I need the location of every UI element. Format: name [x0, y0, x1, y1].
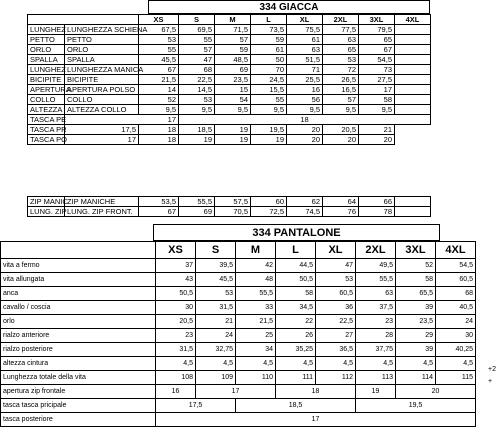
giacca-cell: 21 — [359, 125, 395, 135]
giacca-row-code: COLLO — [28, 95, 65, 105]
pantalone-cell: 55,5 — [236, 287, 276, 301]
pantalone-cell: 4,5 — [156, 357, 196, 371]
zip-row-code: ZIP MANIC — [28, 197, 65, 207]
giacca-cell: 26,5 — [323, 75, 359, 85]
pantalone-cell: 36 — [316, 301, 356, 315]
giacca-cell: 79,5 — [359, 25, 395, 35]
giacca-size-header: 2XL — [323, 15, 359, 25]
giacca-cell: 23,5 — [215, 75, 251, 85]
pantalone-cell: 49,5 — [356, 259, 396, 273]
giacca-row-code: BICIPITE — [28, 75, 65, 85]
pantalone-cell: 4,5 — [236, 357, 276, 371]
giacca-cell: 53 — [139, 35, 179, 45]
giacca-row-label: BICIPITE — [65, 75, 139, 85]
zip-cell: 74,5 — [287, 207, 323, 217]
pantalone-title: 334 PANTALONE — [153, 224, 440, 241]
pantalone-cell: 24 — [436, 315, 476, 329]
giacca-row — [28, 105, 431, 115]
pantalone-cell: 23 — [156, 329, 196, 343]
pantalone-cell: 21,5 — [236, 315, 276, 329]
pantalone-cell: 109 — [196, 371, 236, 385]
pantalone-cell: 4,5 — [356, 357, 396, 371]
pantalone-cell: 50,5 — [276, 273, 316, 287]
pantalone-cell: 53 — [196, 287, 236, 301]
giacca-cell: 73 — [359, 65, 395, 75]
giacca-cell: 72 — [323, 65, 359, 75]
giacca-cell — [395, 85, 431, 95]
giacca-title: 334 GIACCA — [148, 0, 430, 14]
giacca-row — [28, 55, 431, 65]
giacca-header-row — [28, 15, 431, 25]
zip-cell: 69 — [179, 207, 215, 217]
pantalone-row-label: cavallo / coscia — [1, 301, 156, 315]
giacca-cell: 54,5 — [359, 55, 395, 65]
pantalone-row-label: anca — [1, 287, 156, 301]
giacca-cell: 77,5 — [323, 25, 359, 35]
giacca-cell: 22,5 — [179, 75, 215, 85]
giacca-cell: 73,5 — [251, 25, 287, 35]
side-mark-1: +2 — [488, 366, 496, 373]
giacca-cell: 55 — [179, 35, 215, 45]
pantalone-cell: 43 — [156, 273, 196, 287]
giacca-cell: 24,5 — [251, 75, 287, 85]
pantalone-cell: 22 — [276, 315, 316, 329]
giacca-cell: 18 — [139, 125, 179, 135]
giacca-row-code: LUNGHEZ — [28, 25, 65, 35]
pantalone-cell: 21 — [196, 315, 236, 329]
giacca-cell: 17,5 — [65, 125, 139, 135]
pantalone-size-header: M — [236, 242, 276, 259]
pantalone-row-label: altezza cintura — [1, 357, 156, 371]
pantalone-cell: 4,5 — [316, 357, 356, 371]
giacca-cell: 65 — [323, 45, 359, 55]
pantalone-row-label: Lunghezza totale della vita — [1, 371, 156, 385]
zip-cell: 55,5 — [179, 197, 215, 207]
pantalone-cell: 25 — [236, 329, 276, 343]
giacca-cell — [395, 65, 431, 75]
pantalone-cell: 68 — [436, 287, 476, 301]
pantalone-row — [1, 357, 476, 371]
pantalone-row — [1, 371, 476, 385]
giacca-cell: 53 — [323, 55, 359, 65]
pantalone-tasca-posteriore-row — [1, 413, 476, 427]
zip-row-label: LUNG. ZIP FRONT. — [65, 207, 139, 217]
pantalone-cell: 65,5 — [396, 287, 436, 301]
giacca-row — [28, 45, 431, 55]
giacca-cell: 57 — [215, 35, 251, 45]
giacca-cell — [395, 95, 431, 105]
zip-cell: 60 — [251, 197, 287, 207]
pantalone-row-label: apertura zip frontale — [1, 385, 156, 399]
pantalone-cell: 110 — [236, 371, 276, 385]
giacca-cell: 50 — [251, 55, 287, 65]
pantalone-cell: 39 — [396, 343, 436, 357]
zip-cell: 78 — [359, 207, 395, 217]
pantalone-cell: 4,5 — [196, 357, 236, 371]
pantalone-cell: 60,5 — [316, 287, 356, 301]
pantalone-cell: 33 — [236, 301, 276, 315]
giacca-cell — [395, 55, 431, 65]
giacca-cell: 59 — [251, 35, 287, 45]
zip-cell: 70,5 — [215, 207, 251, 217]
pantalone-tasca-posteriore-value: 17 — [156, 413, 476, 427]
giacca-cell: 65 — [359, 35, 395, 45]
pantalone-row-label: orlo — [1, 315, 156, 329]
pantalone-cell: 60,5 — [436, 273, 476, 287]
pantalone-cell: 23 — [356, 315, 396, 329]
pantalone-size-header: 3XL — [396, 242, 436, 259]
pantalone-zip-group: 19 — [356, 385, 396, 399]
giacca-cell: 15,5 — [251, 85, 287, 95]
pantalone-cell: 26 — [276, 329, 316, 343]
giacca-cell: 9,5 — [139, 105, 179, 115]
giacca-row — [28, 25, 431, 35]
giacca-tasca-pe-row — [28, 115, 431, 125]
giacca-cell: 69 — [215, 65, 251, 75]
giacca-row-code: APERTURA — [28, 85, 65, 95]
pantalone-cell: 36,5 — [316, 343, 356, 357]
pantalone-row-label: tasca posteriore — [1, 413, 156, 427]
giacca-cell: 75,5 — [287, 25, 323, 35]
giacca-cell: 27,5 — [359, 75, 395, 85]
giacca-cell: 67,5 — [139, 25, 179, 35]
giacca-cell: 48,5 — [215, 55, 251, 65]
giacca-cell: 21,5 — [139, 75, 179, 85]
zip-cell: 57,5 — [215, 197, 251, 207]
giacca-cell: 70 — [251, 65, 287, 75]
giacca-row-label: SPALLA — [65, 55, 139, 65]
pantalone-tasca-group: 17,5 — [156, 399, 236, 413]
pantalone-tasca-group: 18,5 — [236, 399, 356, 413]
pantalone-cell: 58 — [276, 287, 316, 301]
giacca-tasca-pe-value-2: 18 — [179, 115, 431, 125]
pantalone-cell: 54,5 — [436, 259, 476, 273]
pantalone-header-blank — [1, 242, 156, 259]
giacca-cell: 58 — [359, 95, 395, 105]
giacca-row — [28, 85, 431, 95]
pantalone-cell: 27 — [316, 329, 356, 343]
giacca-row-label: ALTEZZA COLLO — [65, 105, 139, 115]
zip-cell: 62 — [287, 197, 323, 207]
zip-cell-empty — [395, 207, 431, 217]
zip-row — [28, 197, 431, 207]
pantalone-row — [1, 273, 476, 287]
pantalone-cell: 47 — [316, 259, 356, 273]
giacca-row — [28, 95, 431, 105]
zip-cell: 67 — [139, 207, 179, 217]
pantalone-cell: 23,5 — [396, 315, 436, 329]
pantalone-cell: 114 — [396, 371, 436, 385]
pantalone-zip-row — [1, 385, 476, 399]
giacca-row-code: TASCA PE — [28, 115, 65, 125]
pantalone-size-header: 2XL — [356, 242, 396, 259]
pantalone-cell: 48 — [236, 273, 276, 287]
pantalone-cell: 112 — [316, 371, 356, 385]
pantalone-cell: 37,75 — [356, 343, 396, 357]
giacca-cell — [395, 35, 431, 45]
giacca-cell: 63 — [287, 45, 323, 55]
giacca-cell: 53 — [179, 95, 215, 105]
giacca-cell: 20 — [287, 125, 323, 135]
giacca-row-code: TASCA PO — [28, 135, 65, 145]
pantalone-cell: 40,25 — [436, 343, 476, 357]
giacca-row-code: ALTEZZA — [28, 105, 65, 115]
giacca-cell: 9,5 — [215, 105, 251, 115]
giacca-cell: 14,5 — [179, 85, 215, 95]
pantalone-cell: 34,5 — [276, 301, 316, 315]
pantalone-size-header: XL — [316, 242, 356, 259]
pantalone-cell: 111 — [276, 371, 316, 385]
pantalone-tasca-principale-row — [1, 399, 476, 413]
pantalone-zip-group: 20 — [396, 385, 476, 399]
giacca-row-code: SPALLA — [28, 55, 65, 65]
giacca-size-header: XL — [287, 15, 323, 25]
giacca-cell: 18,5 — [179, 125, 215, 135]
pantalone-cell: 29 — [396, 329, 436, 343]
pantalone-cell: 39,5 — [196, 259, 236, 273]
pantalone-size-header: S — [196, 242, 236, 259]
pantalone-cell: 37,5 — [356, 301, 396, 315]
giacca-cell: 67 — [139, 65, 179, 75]
giacca-size-header: M — [215, 15, 251, 25]
giacca-tasca-row — [28, 125, 431, 135]
giacca-cell: 71 — [287, 65, 323, 75]
pantalone-row-label: tasca tasca pricipale — [1, 399, 156, 413]
pantalone-row — [1, 315, 476, 329]
pantalone-cell: 34 — [236, 343, 276, 357]
giacca-row-code: TASCA PR — [28, 125, 65, 135]
pantalone-cell: 53 — [316, 273, 356, 287]
zip-cell: 64 — [323, 197, 359, 207]
giacca-cell: 67 — [359, 45, 395, 55]
zip-table — [27, 196, 431, 217]
giacca-cell: 18 — [139, 135, 179, 145]
side-mark-2: + — [488, 378, 493, 385]
pantalone-cell: 31,5 — [196, 301, 236, 315]
pantalone-cell: 42 — [236, 259, 276, 273]
pantalone-cell: 50,5 — [156, 287, 196, 301]
pantalone-cell: 20,5 — [156, 315, 196, 329]
pantalone-cell: 39 — [396, 301, 436, 315]
zip-cell: 66 — [359, 197, 395, 207]
pantalone-cell: 58 — [396, 273, 436, 287]
giacca-cell: 9,5 — [287, 105, 323, 115]
giacca-table — [27, 14, 431, 145]
giacca-cell: 51,5 — [287, 55, 323, 65]
pantalone-cell: 24 — [196, 329, 236, 343]
pantalone-cell: 28 — [356, 329, 396, 343]
pantalone-cell: 52 — [396, 259, 436, 273]
pantalone-cell: 35,25 — [276, 343, 316, 357]
giacca-cell: 15 — [215, 85, 251, 95]
giacca-row-label: APERTURA POLSO — [65, 85, 139, 95]
giacca-cell: 17 — [65, 135, 139, 145]
giacca-cell: 57 — [323, 95, 359, 105]
giacca-cell: 54 — [215, 95, 251, 105]
zip-cell-empty — [395, 197, 431, 207]
giacca-row — [28, 35, 431, 45]
giacca-cell: 20 — [359, 135, 395, 145]
giacca-size-header: 3XL — [359, 15, 395, 25]
giacca-cell: 52 — [139, 95, 179, 105]
giacca-row-label: LUNGHEZZA MANICA — [65, 65, 139, 75]
zip-row — [28, 207, 431, 217]
giacca-cell: 14 — [139, 85, 179, 95]
pantalone-cell: 22,5 — [316, 315, 356, 329]
giacca-row-code: LUNGHEZ — [28, 65, 65, 75]
pantalone-row — [1, 329, 476, 343]
giacca-cell: 56 — [287, 95, 323, 105]
giacca-size-header: XS — [139, 15, 179, 25]
pantalone-cell: 30 — [156, 301, 196, 315]
pantalone-table — [0, 241, 476, 427]
giacca-cell — [395, 75, 431, 85]
giacca-cell: 9,5 — [359, 105, 395, 115]
giacca-cell: 9,5 — [179, 105, 215, 115]
giacca-row-label: PETTO — [65, 35, 139, 45]
pantalone-row-label: rialzo anteriore — [1, 329, 156, 343]
giacca-cell: 59 — [215, 45, 251, 55]
pantalone-zip-group: 16 — [156, 385, 196, 399]
pantalone-cell: 40,5 — [436, 301, 476, 315]
pantalone-cell: 4,5 — [396, 357, 436, 371]
zip-row-code: LUNG. ZIP — [28, 207, 65, 217]
giacca-header-blank — [28, 15, 139, 25]
pantalone-tasca-group: 19,5 — [356, 399, 476, 413]
giacca-cell: 25,5 — [287, 75, 323, 85]
giacca-cell: 19 — [179, 135, 215, 145]
pantalone-row-label: vita allungata — [1, 273, 156, 287]
pantalone-cell: 37 — [156, 259, 196, 273]
giacca-row-label: COLLO — [65, 95, 139, 105]
giacca-cell: 57 — [179, 45, 215, 55]
giacca-cell: 9,5 — [251, 105, 287, 115]
giacca-cell: 61 — [251, 45, 287, 55]
giacca-cell: 55 — [139, 45, 179, 55]
giacca-size-header: 4XL — [395, 15, 431, 25]
giacca-row-code: ORLO — [28, 45, 65, 55]
pantalone-cell: 115 — [436, 371, 476, 385]
pantalone-row — [1, 259, 476, 273]
zip-row-label: ZIP MANICHE — [65, 197, 139, 207]
pantalone-cell: 4,5 — [436, 357, 476, 371]
pantalone-zip-group: 17 — [196, 385, 276, 399]
giacca-tasca-row — [28, 135, 431, 145]
giacca-cell — [395, 105, 431, 115]
giacca-cell: 19 — [251, 135, 287, 145]
giacca-cell: 55 — [251, 95, 287, 105]
giacca-cell: 45,5 — [139, 55, 179, 65]
giacca-cell: 69,5 — [179, 25, 215, 35]
pantalone-row-label: rialzo posteriore — [1, 343, 156, 357]
zip-cell: 76 — [323, 207, 359, 217]
giacca-cell: 63 — [323, 35, 359, 45]
pantalone-cell: 63 — [356, 287, 396, 301]
giacca-cell: 19 — [215, 125, 251, 135]
giacca-row — [28, 75, 431, 85]
giacca-size-header: L — [251, 15, 287, 25]
giacca-cell: 9,5 — [323, 105, 359, 115]
pantalone-row-label: vita a fermo — [1, 259, 156, 273]
giacca-row-code: PETTO — [28, 35, 65, 45]
pantalone-size-header: L — [276, 242, 316, 259]
giacca-cell: 61 — [287, 35, 323, 45]
pantalone-zip-group: 18 — [276, 385, 356, 399]
pantalone-size-header: 4XL — [436, 242, 476, 259]
pantalone-cell: 44,5 — [276, 259, 316, 273]
giacca-cell — [395, 45, 431, 55]
giacca-cell: 16 — [287, 85, 323, 95]
giacca-tasca-pe-value-1: 17 — [65, 115, 179, 125]
giacca-size-header: S — [179, 15, 215, 25]
pantalone-cell: 108 — [156, 371, 196, 385]
zip-cell: 72,5 — [251, 207, 287, 217]
giacca-cell: 68 — [179, 65, 215, 75]
giacca-cell: 16,5 — [323, 85, 359, 95]
pantalone-cell: 32,75 — [196, 343, 236, 357]
giacca-row-label: ORLO — [65, 45, 139, 55]
pantalone-cell: 55,5 — [356, 273, 396, 287]
pantalone-row — [1, 343, 476, 357]
pantalone-row — [1, 287, 476, 301]
pantalone-size-header: XS — [156, 242, 196, 259]
giacca-cell: 19,5 — [251, 125, 287, 135]
pantalone-cell: 30 — [436, 329, 476, 343]
giacca-cell: 20 — [323, 135, 359, 145]
giacca-cell — [395, 25, 431, 35]
giacca-row — [28, 65, 431, 75]
giacca-cell: 71,5 — [215, 25, 251, 35]
pantalone-row — [1, 301, 476, 315]
giacca-cell: 20,5 — [323, 125, 359, 135]
pantalone-cell: 4,5 — [276, 357, 316, 371]
giacca-cell: 47 — [179, 55, 215, 65]
pantalone-header-row — [1, 242, 476, 259]
giacca-row-label: LUNGHEZZA SCHIENA — [65, 25, 139, 35]
pantalone-cell: 113 — [356, 371, 396, 385]
giacca-cell: 20 — [287, 135, 323, 145]
zip-cell: 53,5 — [139, 197, 179, 207]
pantalone-cell: 45,5 — [196, 273, 236, 287]
giacca-cell: 19 — [215, 135, 251, 145]
pantalone-cell: 31,5 — [156, 343, 196, 357]
giacca-cell: 17 — [359, 85, 395, 95]
